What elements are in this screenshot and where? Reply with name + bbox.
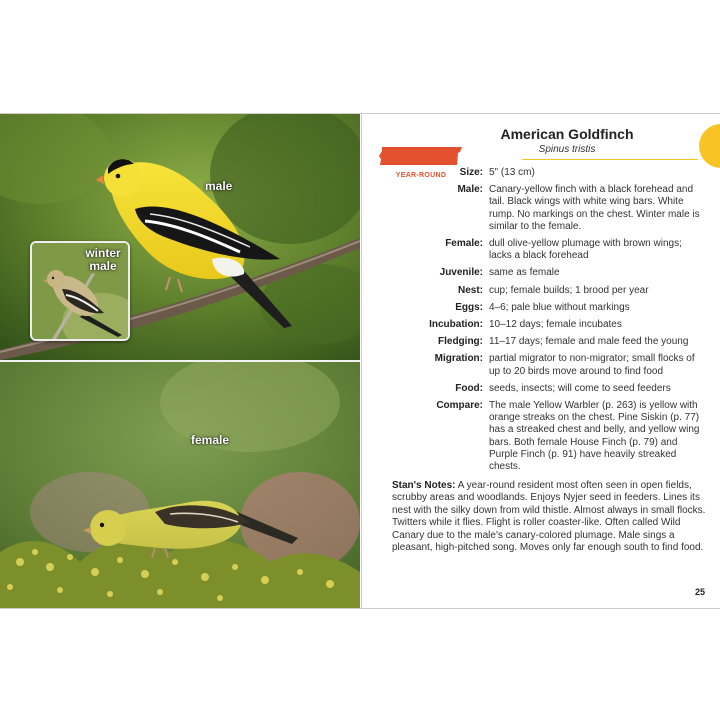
fact-label: Eggs: xyxy=(455,301,483,313)
fact-value: The male Yellow Warbler (p. 263) is yellow with orange streaks on the chest. Pine Siskin (p. 77) has a streaked chest and belly, and yellow wing bars. Both female House Finch (p. 79) and Purple Finch (p. 91) have heavily streaked chests. xyxy=(489,400,700,473)
fact-value: 4–6; pale blue without markings xyxy=(489,301,630,313)
latin-name: Spinus tristis xyxy=(538,144,596,155)
fact-value: dull olive-yellow plumage with brown wings; lacks a black forehead xyxy=(489,238,682,262)
notes-text: A year-round resident most often seen in open fields, scrubby areas and woodlands. Enjoys Nyjer seed in feeders. Lines its nest with the silky down from wild thistle. Almost always in small flocks. Twitters while it flies. Flight is roller coaster-like. Often called Wild Canary due to the male's canary-colored plumage. Male sings a pleasant, high-pitched song. Moves only far enough south to find food. xyxy=(392,480,706,554)
fact-value: same as female xyxy=(489,267,560,279)
fact-label: Female: xyxy=(445,238,483,250)
title-underline xyxy=(522,159,698,160)
stans-notes xyxy=(392,480,706,554)
fact-row xyxy=(380,238,706,262)
fact-label: Juvenile: xyxy=(439,267,483,279)
fact-label: Nest: xyxy=(457,284,483,296)
fact-row xyxy=(380,383,706,395)
fact-row xyxy=(380,353,706,377)
book-spread xyxy=(0,113,720,609)
fact-value: 10–12 days; female incubates xyxy=(489,319,622,331)
fact-list xyxy=(380,167,706,478)
fact-value: cup; female builds; 1 brood per year xyxy=(489,284,649,296)
fact-row xyxy=(380,302,706,314)
notes-label: Stan's Notes: xyxy=(392,480,456,491)
winter-male-label: winter male xyxy=(85,246,121,273)
fact-label: Migration: xyxy=(434,353,483,365)
fact-value: 11–17 days; female and male feed the young xyxy=(489,336,689,348)
fact-row xyxy=(380,184,706,233)
fact-value: 5" (13 cm) xyxy=(489,167,535,178)
male-goldfinch-photo xyxy=(0,114,360,360)
fact-label: Food: xyxy=(455,382,483,394)
fact-value: seeds, insects; will come to seed feeders xyxy=(489,382,671,394)
tennessee-range-map-icon xyxy=(378,145,464,167)
fact-label: Fledging: xyxy=(438,336,483,348)
fact-label: Male: xyxy=(457,184,483,196)
fact-row xyxy=(380,319,706,331)
fact-row xyxy=(380,267,706,279)
yellow-color-tab-icon xyxy=(699,124,720,168)
page-number: 25 xyxy=(694,587,705,597)
male-label: male xyxy=(205,179,233,193)
species-info-page xyxy=(361,114,720,608)
fact-value: Canary-yellow finch with a black forehead and tail. Black wings with white wing bars. White rump. No markings on the chest. Winter male is similar to the female. xyxy=(489,184,700,232)
female-goldfinch-photo xyxy=(0,362,360,608)
photo-page xyxy=(0,114,360,608)
fact-row xyxy=(380,285,706,297)
species-title: American Goldfinch xyxy=(500,126,634,142)
fact-row xyxy=(380,400,706,473)
fact-value: partial migrator to non-migrator; small flocks of up to 20 birds move around to find food xyxy=(489,353,695,377)
fact-label: Incubation: xyxy=(429,319,483,331)
fact-label: Size: xyxy=(459,167,483,178)
fact-label: Compare: xyxy=(436,400,483,412)
fact-row xyxy=(380,167,706,179)
range-label: YEAR-ROUND xyxy=(395,172,447,179)
female-label: female xyxy=(191,433,230,447)
fact-row xyxy=(380,336,706,348)
